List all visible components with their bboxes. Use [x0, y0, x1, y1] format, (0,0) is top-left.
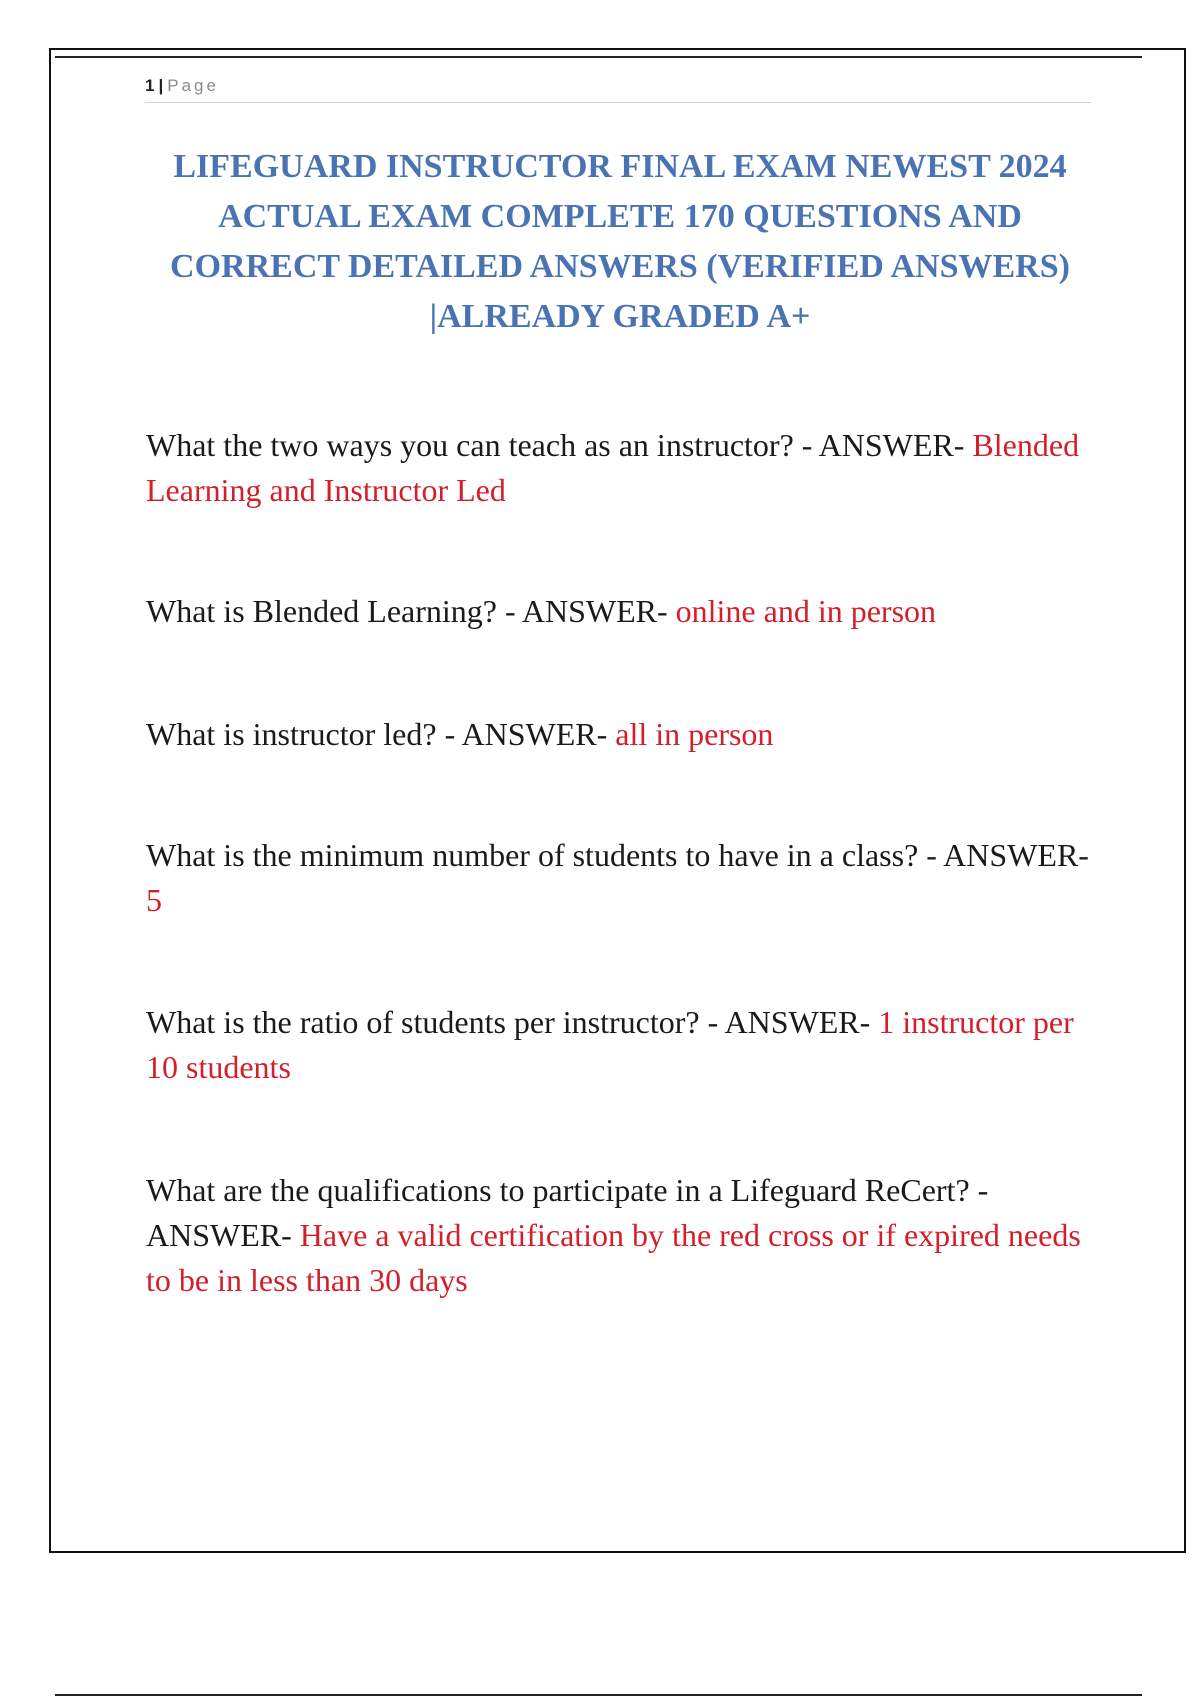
page-label: Page [167, 76, 219, 95]
page-header [145, 74, 1091, 103]
qa-item [146, 833, 1096, 923]
qa-item [146, 589, 1096, 634]
qa-item [146, 712, 1096, 757]
question-text: What is the minimum number of students to have in a class? - ANSWER- [146, 837, 1089, 873]
answer-text: 1 instructor per 10 students [146, 1004, 1074, 1085]
answer-text: online and in person [675, 593, 937, 629]
page-number: 1 [145, 76, 155, 95]
answer-text: 5 [146, 882, 162, 918]
question-text: What are the qualifications to participate in a Lifeguard ReCert? - ANSWER- [146, 1172, 989, 1253]
answer-text: Have a valid certification by the red cross or if expired needs to be in less than 30 days [146, 1217, 1081, 1298]
question-text: What is Blended Learning? - ANSWER- [146, 593, 668, 629]
question-text: What is instructor led? - ANSWER- [146, 716, 608, 752]
question-text: What is the ratio of students per instructor? - ANSWER- [146, 1004, 871, 1040]
bottom-rule [55, 1694, 1142, 1696]
answer-text: all in person [615, 716, 774, 752]
qa-item [146, 423, 1096, 513]
document-title: LIFEGUARD INSTRUCTOR FINAL EXAM NEWEST 2024 ACTUAL EXAM COMPLETE 170 QUESTIONS AND CORRECT DETAILED ANSWERS (VERIFIED ANSWERS) |ALREADY GRADED A+ [170, 148, 1070, 335]
qa-item [146, 1000, 1096, 1090]
answer-text: Blended Learning and Instructor Led [146, 427, 1080, 508]
top-rule [55, 56, 1142, 58]
qa-item [146, 1168, 1096, 1303]
page-separator: | [158, 76, 164, 95]
question-text: What the two ways you can teach as an instructor? - ANSWER- [146, 427, 965, 463]
